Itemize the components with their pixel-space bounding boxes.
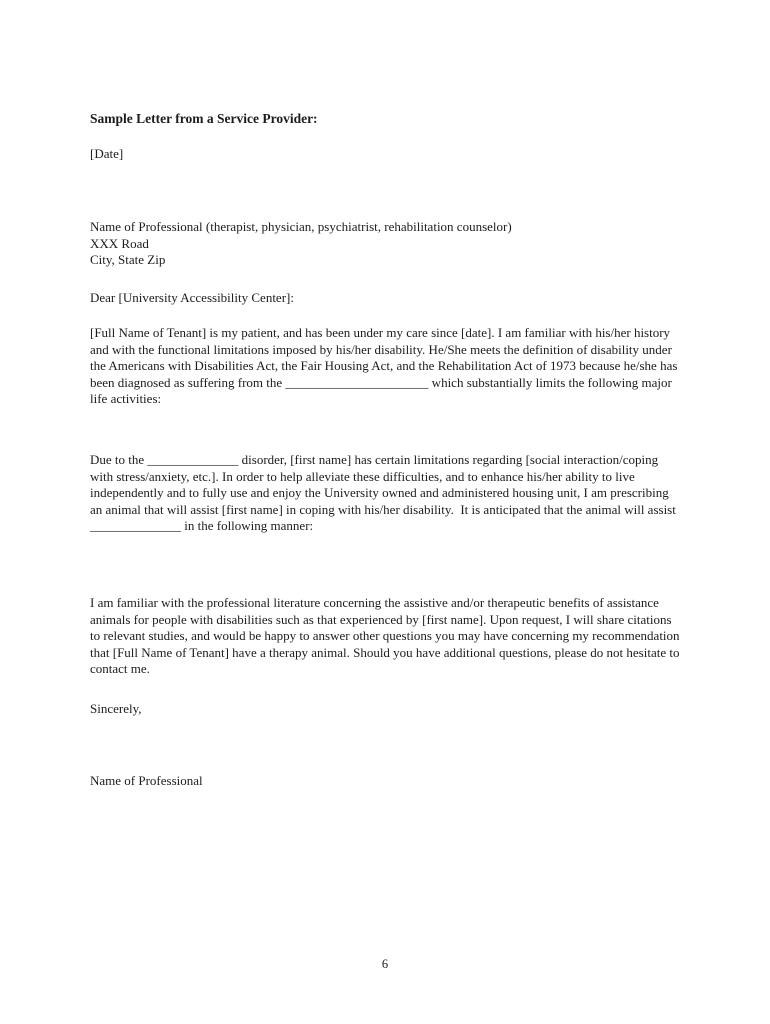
- sender-name-line: Name of Professional (therapist, physician, psychiatrist, rehabilitation counselor): [90, 219, 512, 234]
- body-paragraph-3: I am familiar with the professional literature concerning the assistive and/or therapeutic benefits of assistance animals for people with disabilities such as that experienced by [first name]. Upon request, I will share citations to relevant studies, and would be happy to answer other questions you may have concerning my recommendation that [Full Name of Tenant] have a therapy animal. Should you have additional questions, please do not hesitate to contact me.: [90, 595, 680, 677]
- sender-address-block: [90, 219, 680, 269]
- page-number: 6: [381, 957, 389, 971]
- date-placeholder: [Date]: [90, 146, 124, 161]
- body-paragraph-1: [Full Name of Tenant] is my patient, and has been under my care since [date]. I am familiar with his/her history and with the functional limitations imposed by his/her disability. He/She meets the definition of disability under the Americans with Disabilities Act, the Fair Housing Act, and the Rehabilitation Act of 1973 because he/she has been diagnosed as suffering from the ______________________ which substantially limits the following major life activities:: [90, 325, 678, 407]
- signature-name: Name of Professional: [90, 773, 203, 788]
- body-paragraph-2: Due to the ______________ disorder, [first name] has certain limitations regarding [social interaction/coping with stress/anxiety, etc.]. In order to help alleviate these difficulties, and to enhance his/her ability to live independently and to fully use and enjoy the University owned and administered housing unit, I am prescribing an animal that will assist [first name] in coping with his/her disability. It is anticipated that the animal will assist ______________ in the following manner:: [90, 452, 676, 534]
- salutation: Dear [University Accessibility Center]:: [90, 290, 294, 305]
- sender-address-line-1: XXX Road: [90, 235, 149, 251]
- sender-address-line-2: City, State Zip: [90, 252, 166, 268]
- letter-title: Sample Letter from a Service Provider:: [90, 111, 318, 126]
- closing: Sincerely,: [90, 701, 142, 716]
